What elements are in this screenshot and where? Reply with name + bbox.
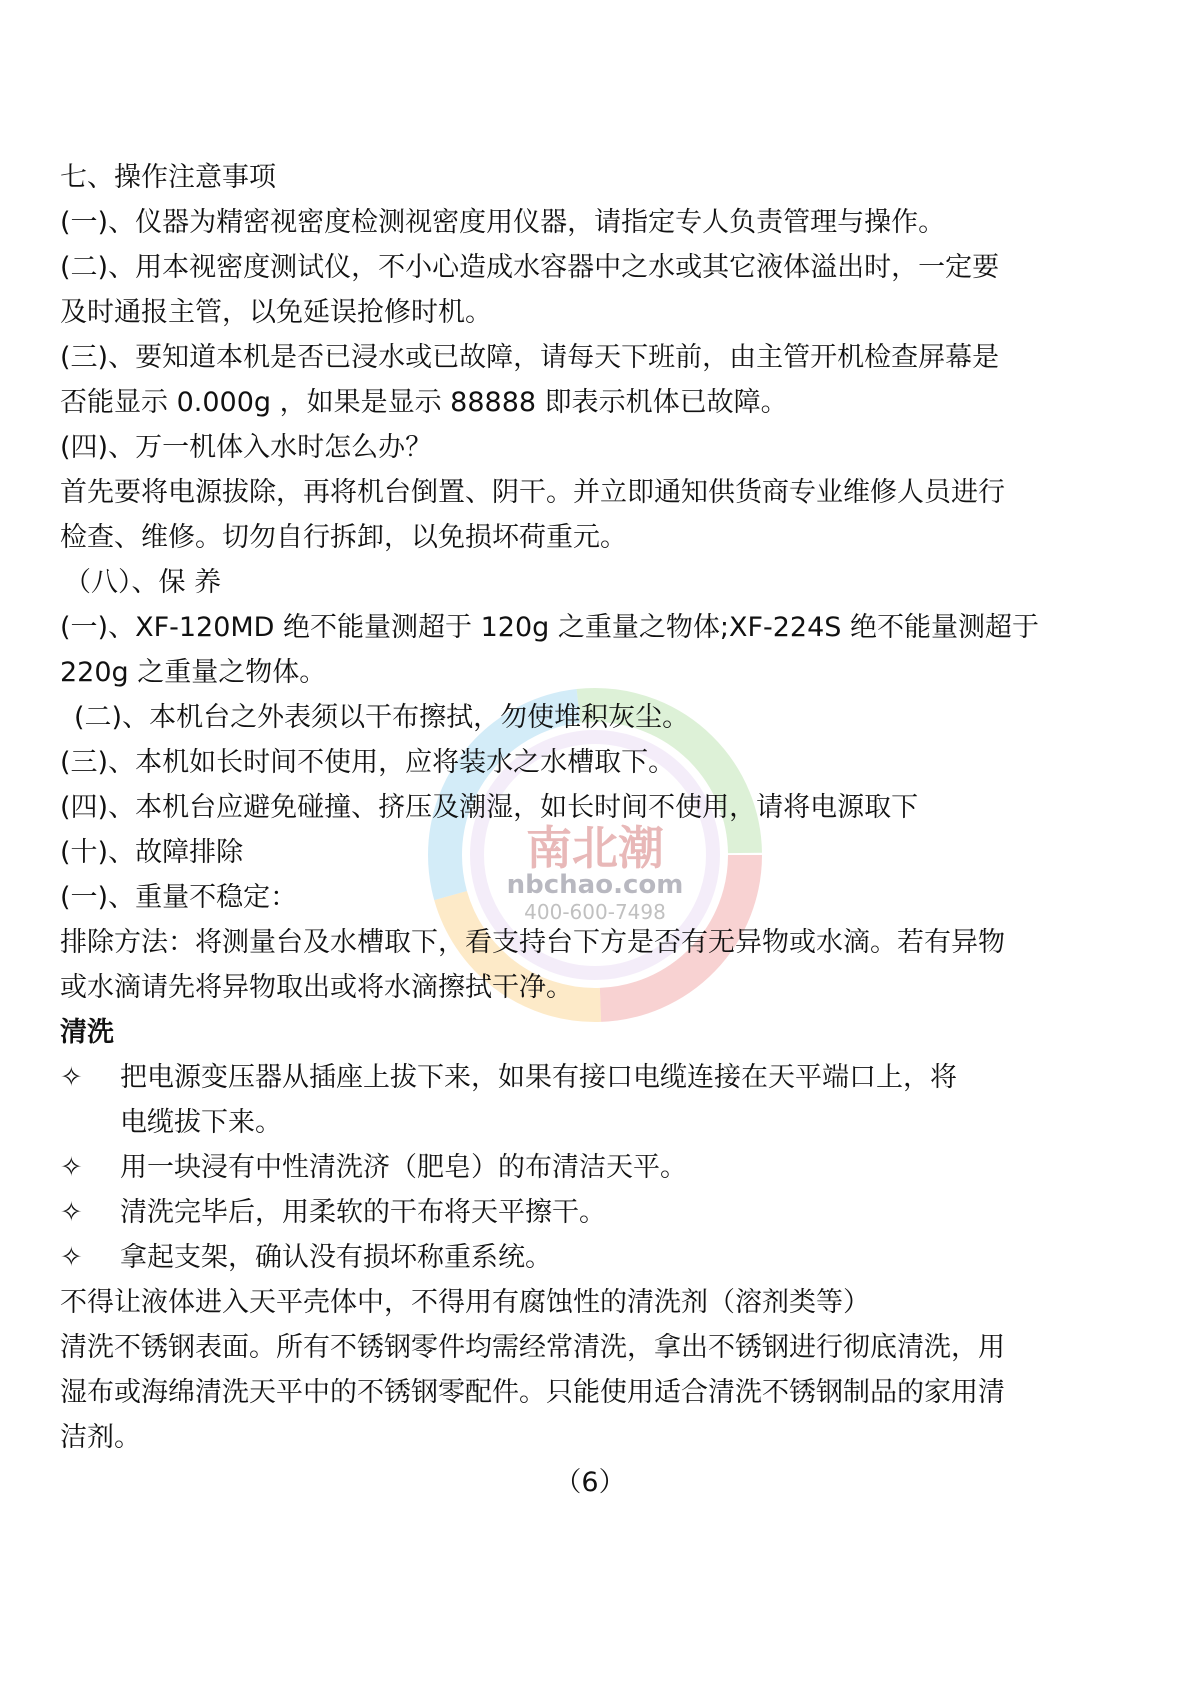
paragraph-line: (二)、用本视密度测试仪，不小心造成水容器中之水或其它液体溢出时，一定要 (60, 252, 1000, 283)
bullet-text: 拿起支架，确认没有损坏称重系统。 (120, 1242, 552, 1273)
watermark-en: nbchao.com (506, 870, 684, 900)
paragraph-line: 清洗不锈钢表面。所有不锈钢零件均需经常清洗，拿出不锈钢进行彻底清洗，用 (60, 1332, 1005, 1363)
paragraph-line: (二)、本机台之外表须以干布擦拭，勿使堆积灰尘。 (74, 702, 690, 733)
paragraph-line: 220g 之重量之物体。 (60, 657, 327, 688)
paragraph-line: 首先要将电源拔除，再将机台倒置、阴干。并立即通知供货商专业维修人员进行 (60, 477, 1005, 508)
paragraph-line: (三)、要知道本机是否已浸水或已故障，请每天下班前，由主管开机检查屏幕是 (60, 342, 1000, 373)
watermark-cn: 南北潮 (526, 821, 664, 875)
paragraph-line: 及时通报主管，以免延误抢修时机。 (60, 297, 492, 328)
paragraph-line: 湿布或海绵清洗天平中的不锈钢零配件。只能使用适合清洗不锈钢制品的家用清 (60, 1377, 1005, 1408)
bullet-item (60, 1145, 1140, 1190)
section-heading-maintenance: （八）、保 养 (64, 567, 222, 598)
body-text (60, 155, 1140, 1460)
section-heading-operation: 七、操作注意事项 (60, 162, 276, 193)
bullet-text: 电缆拔下来。 (120, 1107, 282, 1138)
paragraph-line: (一)、XF-120MD 绝不能量测超于 120g 之重量之物体;XF-224S 绝不能量测超于 (60, 612, 1039, 643)
paragraph-line: (一)、重量不稳定： (60, 882, 298, 913)
bullet-item (60, 1235, 1140, 1280)
paragraph-line: (一)、仪器为精密视密度检测视密度用仪器，请指定专人负责管理与操作。 (60, 207, 946, 238)
paragraph-line: 洁剂。 (60, 1422, 141, 1453)
paragraph-line: (四)、万一机体入水时怎么办？ (60, 432, 433, 463)
bullet-star-icon: ✧ (60, 1152, 83, 1183)
paragraph-line: (四)、本机台应避免碰撞、挤压及潮湿，如长时间不使用，请将电源取下 (60, 792, 919, 823)
bullet-star-icon: ✧ (60, 1197, 83, 1228)
paragraph-line: 检查、维修。切勿自行拆卸，以免损坏荷重元。 (60, 522, 627, 553)
paragraph-line: 或水滴请先将异物取出或将水滴擦拭干净。 (60, 972, 573, 1003)
paragraph-line: (三)、本机如长时间不使用，应将装水之水槽取下。 (60, 747, 676, 778)
bullet-star-icon: ✧ (60, 1062, 83, 1093)
bullet-text: 把电源变压器从插座上拔下来，如果有接口电缆连接在天平端口上，将 (120, 1062, 957, 1093)
paragraph-line: 不得让液体进入天平壳体中，不得用有腐蚀性的清洗剂（溶剂类等） (60, 1287, 870, 1318)
bullet-item (60, 1190, 1140, 1235)
section-heading-troubleshooting: (十)、故障排除 (60, 837, 244, 868)
section-heading-cleaning: 清洗 (60, 1017, 114, 1048)
paragraph-line: 否能显示 0.000g ，如果是显示 88888 即表示机体已故障。 (60, 387, 788, 418)
bullet-star-icon: ✧ (60, 1242, 83, 1273)
bullet-text: 用一块浸有中性清洗济（肥皂）的布清洁天平。 (120, 1152, 687, 1183)
page-number: （6） (554, 1467, 626, 1498)
watermark-tel: 400-600-7498 (524, 900, 666, 924)
bullet-text: 清洗完毕后，用柔软的干布将天平擦干。 (120, 1197, 606, 1228)
paragraph-line: 排除方法：将测量台及水槽取下，看支持台下方是否有无异物或水滴。若有异物 (60, 927, 1005, 958)
bullet-item (60, 1055, 1140, 1145)
